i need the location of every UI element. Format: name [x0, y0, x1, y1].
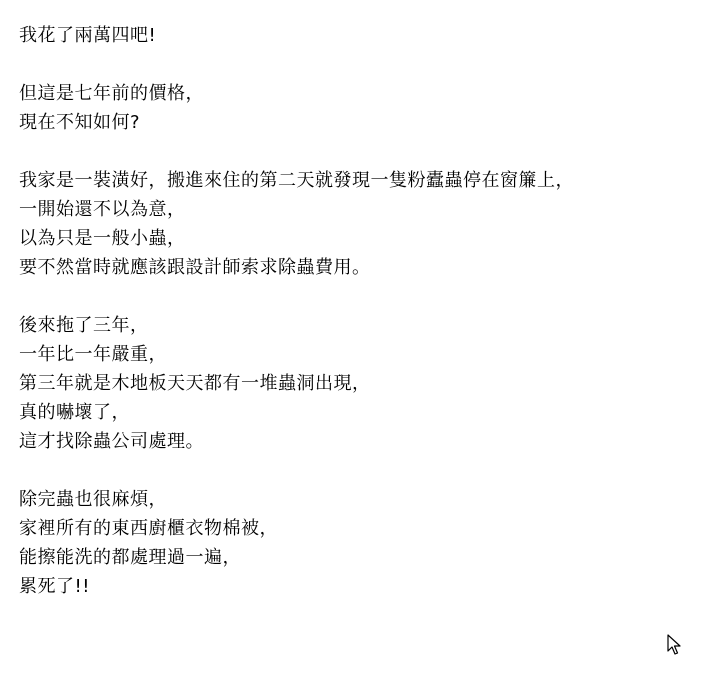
text-line: 第三年就是木地板天天都有一堆蟲洞出現， [19, 373, 371, 394]
paragraph-1 [19, 21, 699, 50]
text-line: 要不然當時就應該跟設計師索求除蟲費用。 [19, 257, 371, 278]
mouse-pointer-icon [667, 634, 681, 656]
text-line: 除完蟲也很麻煩， [19, 489, 167, 510]
document-body [19, 21, 699, 601]
text-line: 以為只是一般小蟲， [19, 228, 186, 249]
paragraph-spacer [19, 137, 699, 166]
paragraph-spacer [19, 282, 699, 311]
text-line: 這才找除蟲公司處理。 [19, 431, 204, 452]
text-line: 現在不知如何? [19, 112, 141, 133]
paragraph-spacer [19, 456, 699, 485]
text-line: 一開始還不以為意， [19, 199, 186, 220]
text-line: 我花了兩萬四吧! [19, 25, 157, 46]
text-line: 累死了!! [19, 576, 90, 597]
paragraph-5 [19, 485, 699, 601]
text-line: 我家是一裝潢好，搬進來住的第二天就發現一隻粉蠹蟲停在窗簾上， [19, 170, 574, 191]
paragraph-3 [19, 166, 699, 282]
text-line: 一年比一年嚴重， [19, 344, 167, 365]
text-line: 後來拖了三年， [19, 315, 149, 336]
text-line: 但這是七年前的價格， [19, 83, 204, 104]
paragraph-spacer [19, 50, 699, 79]
text-line: 真的嚇壞了， [19, 402, 130, 423]
text-line: 能擦能洗的都處理過一遍， [19, 547, 241, 568]
paragraph-4 [19, 311, 699, 456]
text-line: 家裡所有的東西廚櫃衣物棉被， [19, 518, 278, 539]
paragraph-2 [19, 79, 699, 137]
